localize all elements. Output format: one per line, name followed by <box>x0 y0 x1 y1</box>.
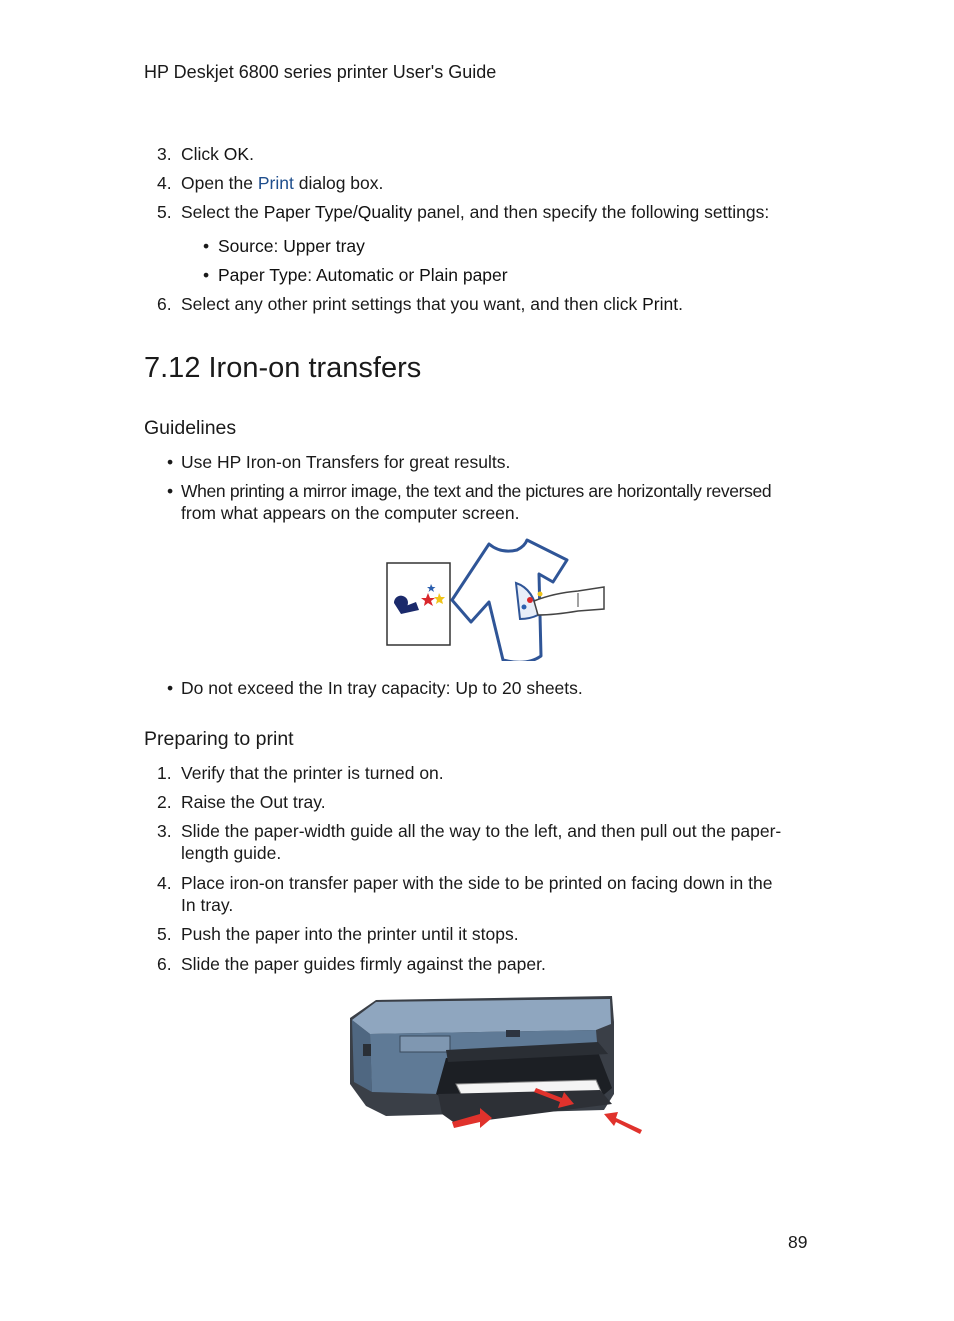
page-number: 89 <box>788 1232 808 1252</box>
transfer-paper-icon <box>387 563 450 645</box>
printer-illustration <box>346 994 646 1136</box>
section-title: 7.12 Iron-on transfers <box>144 352 422 384</box>
ui-term-ok: OK <box>223 144 250 164</box>
ui-term-paper-type-quality: Paper Type/Quality <box>263 202 413 222</box>
running-header: HP Deskjet 6800 series printer User's Guide <box>144 62 497 82</box>
preparing-heading: Preparing to print <box>144 728 294 750</box>
guidelines-heading: Guidelines <box>144 417 237 439</box>
ui-term-print: Print <box>642 294 679 314</box>
iron-on-illustration <box>384 537 608 661</box>
print-link[interactable]: Print <box>257 173 294 193</box>
t-shirt-icon <box>452 540 604 661</box>
paper-tray-icon <box>436 1042 612 1124</box>
